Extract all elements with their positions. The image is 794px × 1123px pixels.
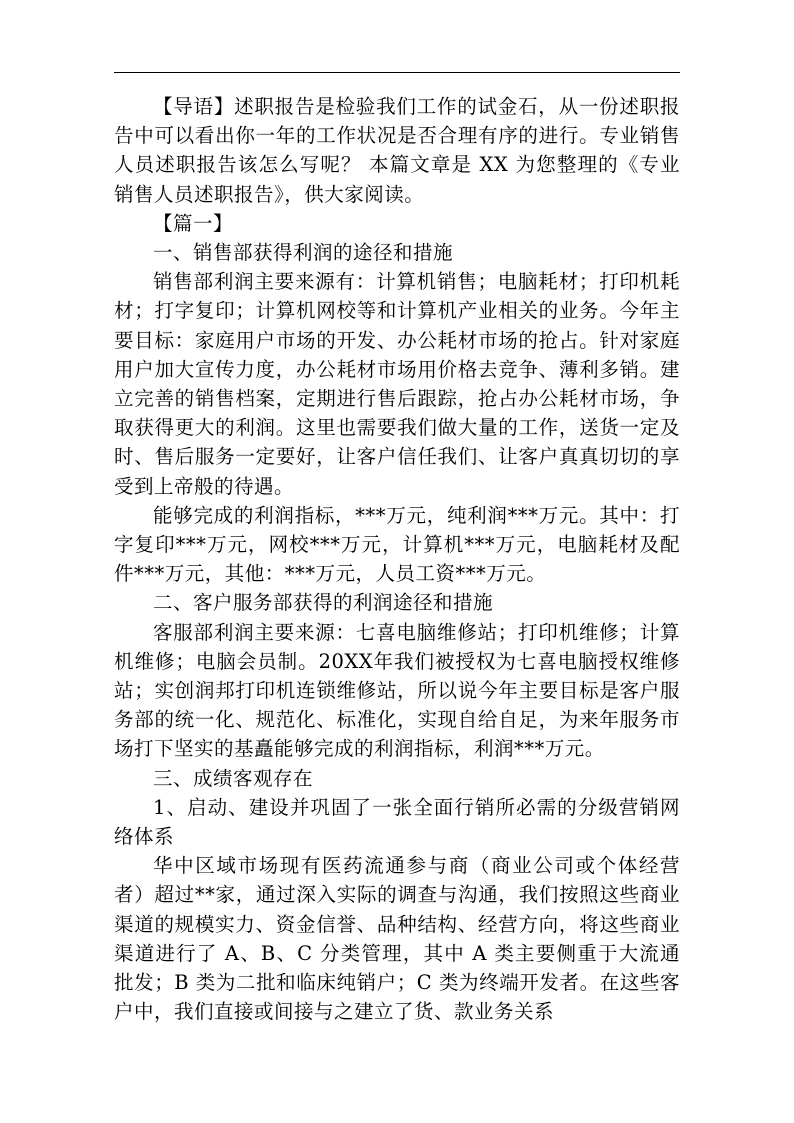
section-1-title: 一、销售部获得利润的途径和措施 xyxy=(153,241,454,265)
section-1-paragraph-2: 能够完成的利润指标，***万元，纯利润***万元。其中：打字复印***万元，网校***万元，计算机***万元，电脑耗材及配件***万元，其他：***万元，人员工资***万元。 xyxy=(114,503,680,586)
intro-paragraph: 【导语】述职报告是检验我们工作的试金石，从一份述职报告中可以看出你一年的工作状况是否合理有序的进行。专业销售人员述职报告该怎么写呢？ 本篇文章是 XX 为您整理的《专业销售人员述职报告》，供大家阅读。 xyxy=(114,95,680,206)
section-3-subheading-1: 1、启动、建设并巩固了一张全面行销所必需的分级营销网络体系 xyxy=(114,795,680,849)
section-2-title: 二、客户服务部获得的利润途径和措施 xyxy=(153,591,494,615)
section-3-title: 三、成绩客观存在 xyxy=(153,766,314,790)
header-rule xyxy=(114,72,680,73)
part-label: 【篇一】 xyxy=(153,211,234,235)
section-2-paragraph-1: 客服部利润主要来源：七喜电脑维修站；打印机维修；计算机维修；电脑会员制。20XX年我们被授权为七喜电脑授权维修站；实创润邦打印机连锁维修站，所以说今年主要目标是客户服务部的统一化、规范化、标准化，实现自给自足，为来年服务市场打下坚实的基矗能够完成的利润指标，利润***万元。 xyxy=(114,620,680,761)
section-3-paragraph-1: 华中区域市场现有医药流通参与商（商业公司或个体经营者）超过**家，通过深入实际的调查与沟通，我们按照这些商业渠道的规模实力、资金信誉、品种结构、经营方向，将这些商业渠道进行了 A、B、C 分类管理，其中 A 类主要侧重于大流通批发；B 类为二批和临床纯销户；C 类为终端开发者。在这些客户中，我们直接或间接与之建立了货、款业务关系 xyxy=(114,854,680,1024)
document-body xyxy=(114,92,680,1027)
section-1-paragraph-1: 销售部利润主要来源有：计算机销售；电脑耗材；打印机耗材；打字复印；计算机网校等和计算机产业相关的业务。今年主要目标：家庭用户市场的开发、办公耗材市场的抢占。针对家庭用户加大宣传力度，办公耗材市场用价格去竞争、薄利多销。建立完善的销售档案，定期进行售后跟踪，抢占办公耗材市场，争取获得更大的利润。这里也需要我们做大量的工作，送货一定及时、售后服务一定要好，让客户信任我们、让客户真真切切的享受到上帝般的待遇。 xyxy=(114,270,680,498)
